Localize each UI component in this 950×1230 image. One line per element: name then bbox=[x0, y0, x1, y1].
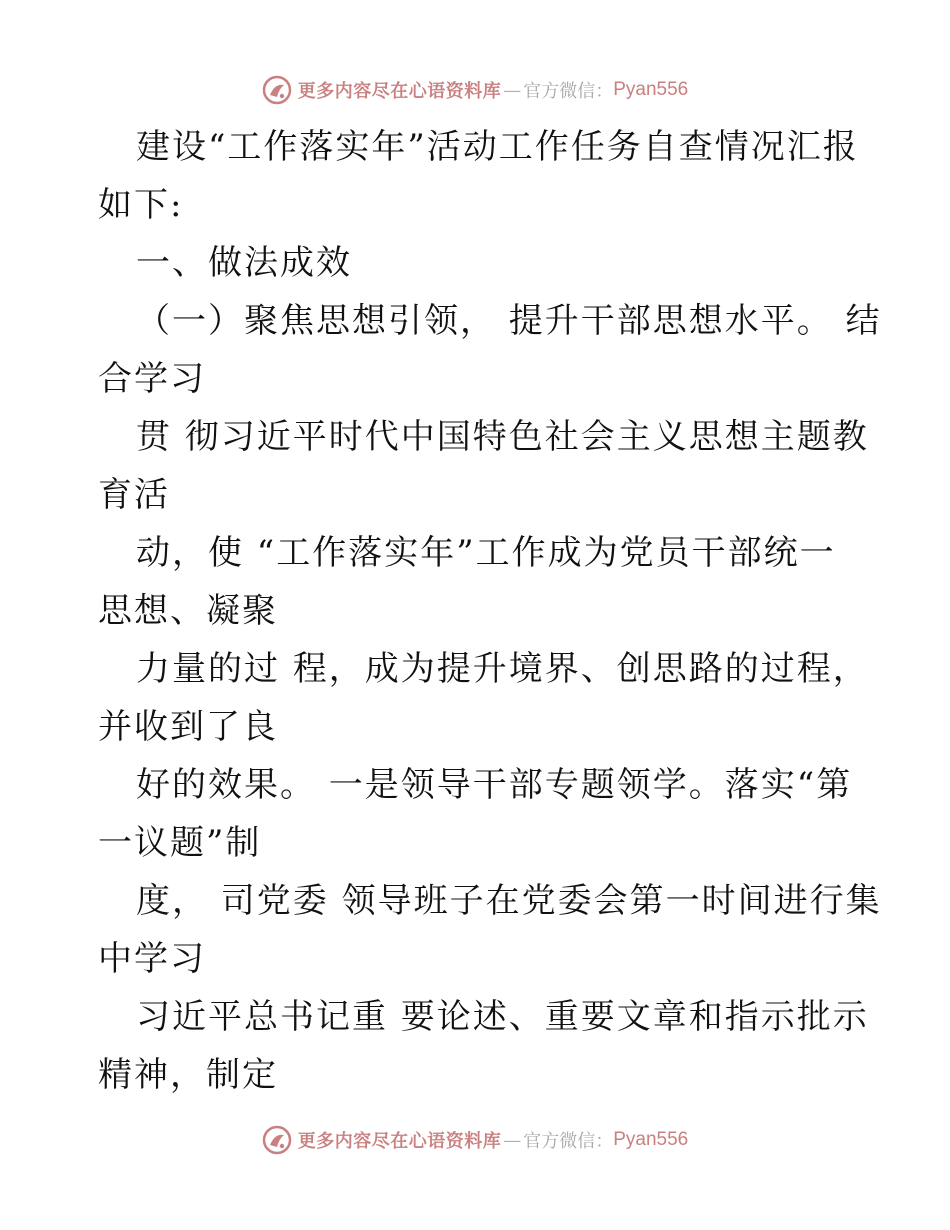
body-line: 中学习 bbox=[98, 939, 206, 979]
footer-wechat-label: 官方微信： bbox=[523, 1131, 614, 1152]
footer-promo-text: 更多内容尽在心语资料库 bbox=[297, 1131, 502, 1152]
body-line: （一）聚焦思想引领， 提升干部思想水平。 结 bbox=[136, 301, 882, 341]
body-line: 贯 彻习近平时代中国特色社会主义思想主题教 bbox=[136, 417, 869, 457]
body-line: 一议题”制 bbox=[98, 823, 262, 863]
brand-logo-icon bbox=[262, 1125, 292, 1155]
body-line: 动，使 “工作落实年”工作成为党员干部统一 bbox=[136, 533, 836, 573]
body-line: 合学习 bbox=[98, 359, 206, 399]
body-line: 力量的过 程，成为提升境界、创思路的过程， bbox=[136, 649, 869, 689]
header-separator: — bbox=[503, 79, 522, 101]
body-line: 并收到了良 bbox=[98, 707, 278, 747]
body-line: 思想、凝聚 bbox=[98, 591, 278, 631]
body-line: 好的效果。 一是领导干部专题领学。落实“第 bbox=[136, 765, 853, 805]
header-promo-text: 更多内容尽在心语资料库 bbox=[297, 81, 502, 102]
document-body bbox=[98, 118, 882, 1104]
header-wechat-label: 官方微信： bbox=[523, 81, 614, 102]
body-line: 习近平总书记重 要论述、重要文章和指示批示 bbox=[136, 997, 869, 1037]
section-heading: 一、做法成效 bbox=[136, 243, 352, 283]
body-line: 育活 bbox=[98, 475, 170, 515]
header-wechat-id: Pyan556 bbox=[613, 79, 689, 100]
body-line: 建设“工作落实年”活动工作任务自查情况汇报 bbox=[136, 127, 859, 167]
body-line: 度， 司党委 领导班子在党委会第一时间进行集 bbox=[136, 881, 882, 921]
footer-wechat-id: Pyan556 bbox=[613, 1129, 689, 1150]
brand-logo-icon bbox=[262, 75, 292, 105]
body-line: 如下: bbox=[98, 185, 184, 225]
body-line: 精神，制定 bbox=[98, 1055, 278, 1095]
footer-watermark-banner bbox=[0, 1120, 950, 1160]
footer-separator: — bbox=[503, 1129, 522, 1151]
header-watermark-banner bbox=[0, 70, 950, 110]
